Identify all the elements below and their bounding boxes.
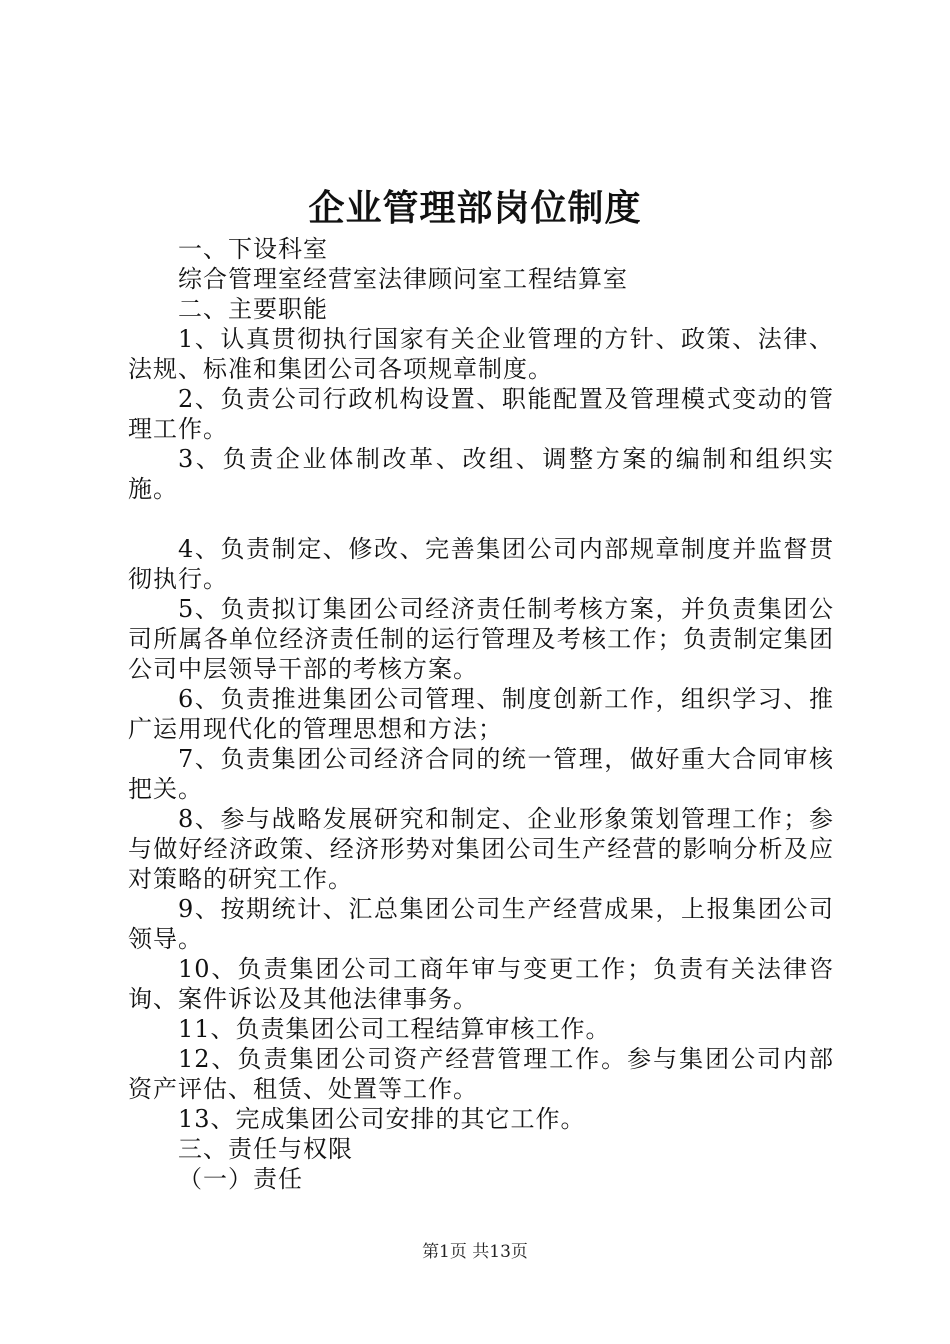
paragraph: 9、按期统计、汇总集团公司生产经营成果，上报集团公司领导。 bbox=[128, 895, 834, 953]
page-number-footer: 第1页 共13页 bbox=[422, 1242, 528, 1262]
paragraph: 10、负责集团公司工商年审与变更工作；负责有关法律咨询、案件诉讼及其他法律事务。 bbox=[128, 955, 834, 1013]
paragraph: 综合管理室经营室法律顾问室工程结算室 bbox=[178, 265, 628, 293]
paragraph: 8、参与战略发展研究和制定、企业形象策划管理工作；参与做好经济政策、经济形势对集团公司生产经营的影响分析及应对策略的研究工作。 bbox=[128, 805, 834, 893]
paragraph: 6、负责推进集团公司管理、制度创新工作，组织学习、推广运用现代化的管理思想和方法； bbox=[128, 685, 834, 743]
paragraph: 12、负责集团公司资产经营管理工作。参与集团公司内部资产评估、租赁、处置等工作。 bbox=[128, 1045, 834, 1103]
paragraph: 4、负责制定、修改、完善集团公司内部规章制度并监督贯彻执行。 bbox=[128, 535, 834, 593]
document-body bbox=[128, 234, 834, 1194]
paragraph: 13、完成集团公司安排的其它工作。 bbox=[178, 1105, 586, 1133]
paragraph: 3、负责企业体制改革、改组、调整方案的编制和组织实施。 bbox=[128, 445, 834, 503]
paragraph: 一、下设科室 bbox=[178, 235, 328, 263]
paragraph: 三、责任与权限 bbox=[178, 1135, 353, 1163]
paragraph: 7、负责集团公司经济合同的统一管理，做好重大合同审核把关。 bbox=[128, 745, 834, 803]
paragraph: （一）责任 bbox=[178, 1165, 303, 1193]
paragraph: 2、负责公司行政机构设置、职能配置及管理模式变动的管理工作。 bbox=[128, 385, 834, 443]
document-title: 企业管理部岗位制度 bbox=[308, 187, 642, 229]
paragraph: 11、负责集团公司工程结算审核工作。 bbox=[178, 1015, 611, 1043]
paragraph: 5、负责拟订集团公司经济责任制考核方案，并负责集团公司所属各单位经济责任制的运行管理及考核工作；负责制定集团公司中层领导干部的考核方案。 bbox=[128, 595, 834, 683]
paragraph: 1、认真贯彻执行国家有关企业管理的方针、政策、法律、法规、标准和集团公司各项规章制度。 bbox=[128, 325, 834, 383]
paragraph: 二、主要职能 bbox=[178, 295, 328, 323]
